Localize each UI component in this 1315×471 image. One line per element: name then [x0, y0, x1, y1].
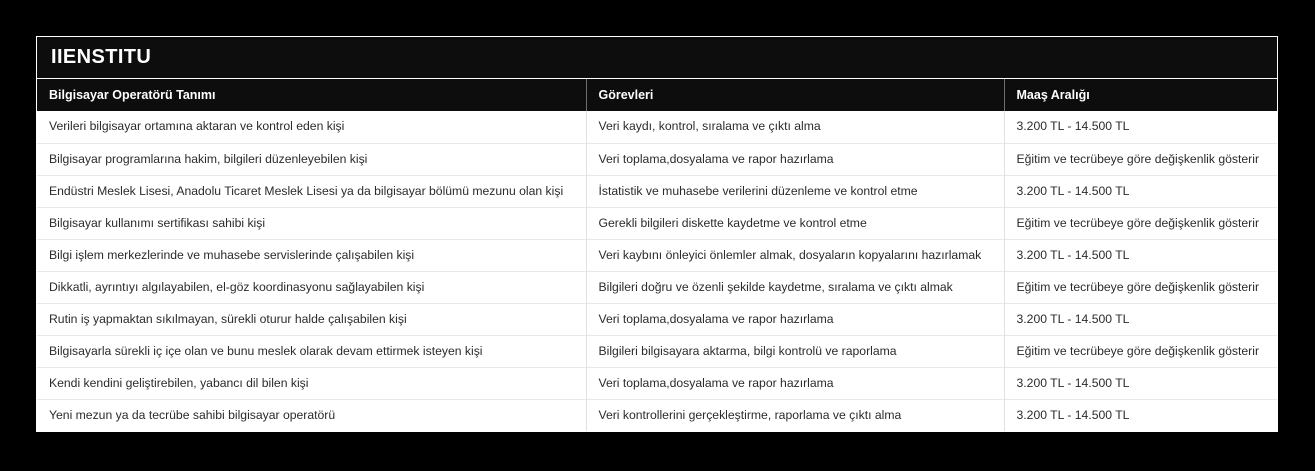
table-row — [37, 143, 1277, 175]
table-header-row — [37, 79, 1277, 111]
table-row — [37, 367, 1277, 399]
cell-gorev: Veri toplama,dosyalama ve rapor hazırlama — [586, 303, 1004, 335]
cell-tanim: Rutin iş yapmaktan sıkılmayan, sürekli oturur halde çalışabilen kişi — [37, 303, 586, 335]
cell-gorev: Veri kontrollerini gerçekleştirme, raporlama ve çıktı alma — [586, 399, 1004, 431]
cell-maas: 3.200 TL - 14.500 TL — [1004, 303, 1277, 335]
brand-bar — [37, 37, 1277, 79]
cell-tanim: Kendi kendini geliştirebilen, yabancı dil bilen kişi — [37, 367, 586, 399]
cell-maas: Eğitim ve tecrübeye göre değişkenlik gösterir — [1004, 271, 1277, 303]
computer-operator-table — [37, 79, 1277, 431]
table-header — [37, 79, 1277, 111]
table-body — [37, 111, 1277, 431]
cell-tanim: Bilgi işlem merkezlerinde ve muhasebe servislerinde çalışabilen kişi — [37, 239, 586, 271]
cell-maas: 3.200 TL - 14.500 TL — [1004, 175, 1277, 207]
table-row — [37, 207, 1277, 239]
cell-maas: Eğitim ve tecrübeye göre değişkenlik gösterir — [1004, 335, 1277, 367]
column-header-tanim: Bilgisayar Operatörü Tanımı — [37, 79, 586, 111]
cell-tanim: Yeni mezun ya da tecrübe sahibi bilgisayar operatörü — [37, 399, 586, 431]
cell-tanim: Endüstri Meslek Lisesi, Anadolu Ticaret Meslek Lisesi ya da bilgisayar bölümü mezunu olan kişi — [37, 175, 586, 207]
column-header-maas-araligi: Maaş Aralığı — [1016, 88, 1090, 102]
cell-tanim: Bilgisayar kullanımı sertifikası sahibi kişi — [37, 207, 586, 239]
cell-maas: 3.200 TL - 14.500 TL — [1004, 239, 1277, 271]
cell-tanim: Bilgisayar programlarına hakim, bilgileri düzenleyebilen kişi — [37, 143, 586, 175]
table-row — [37, 303, 1277, 335]
cell-maas: Eğitim ve tecrübeye göre değişkenlik gösterir — [1004, 207, 1277, 239]
table-row — [37, 271, 1277, 303]
cell-gorev: İstatistik ve muhasebe verilerini düzenleme ve kontrol etme — [586, 175, 1004, 207]
cell-gorev: Veri toplama,dosyalama ve rapor hazırlama — [586, 367, 1004, 399]
cell-gorev: Gerekli bilgileri diskette kaydetme ve kontrol etme — [586, 207, 1004, 239]
cell-tanim: Dikkatli, ayrıntıyı algılayabilen, el-göz koordinasyonu sağlayabilen kişi — [37, 271, 586, 303]
brand-logo-text: IIENSTITU — [51, 46, 152, 68]
table-row — [37, 175, 1277, 207]
table-row — [37, 399, 1277, 431]
cell-gorev: Bilgileri doğru ve özenli şekilde kaydetme, sıralama ve çıktı almak — [586, 271, 1004, 303]
cell-gorev: Veri kaybını önleyici önlemler almak, dosyaların kopyalarını hazırlamak — [586, 239, 1004, 271]
cell-maas: Eğitim ve tecrübeye göre değişkenlik gösterir — [1004, 143, 1277, 175]
salary-table-card — [36, 36, 1278, 432]
cell-maas: 3.200 TL - 14.500 TL — [1016, 119, 1130, 134]
table-row — [37, 111, 1277, 143]
column-header-gorevleri: Görevleri — [586, 79, 1004, 111]
cell-maas: 3.200 TL - 14.500 TL — [1004, 367, 1277, 399]
cell-gorev: Bilgileri bilgisayara aktarma, bilgi kontrolü ve raporlama — [586, 335, 1004, 367]
cell-gorev: Veri toplama,dosyalama ve rapor hazırlama — [586, 143, 1004, 175]
table-row — [37, 239, 1277, 271]
cell-tanim: Verileri bilgisayar ortamına aktaran ve kontrol eden kişi — [37, 111, 586, 143]
cell-tanim: Bilgisayarla sürekli iç içe olan ve bunu meslek olarak devam ettirmek isteyen kişi — [37, 335, 586, 367]
table-row — [37, 335, 1277, 367]
cell-gorev: Veri kaydı, kontrol, sıralama ve çıktı alma — [586, 111, 1004, 143]
cell-maas: 3.200 TL - 14.500 TL — [1004, 399, 1277, 431]
